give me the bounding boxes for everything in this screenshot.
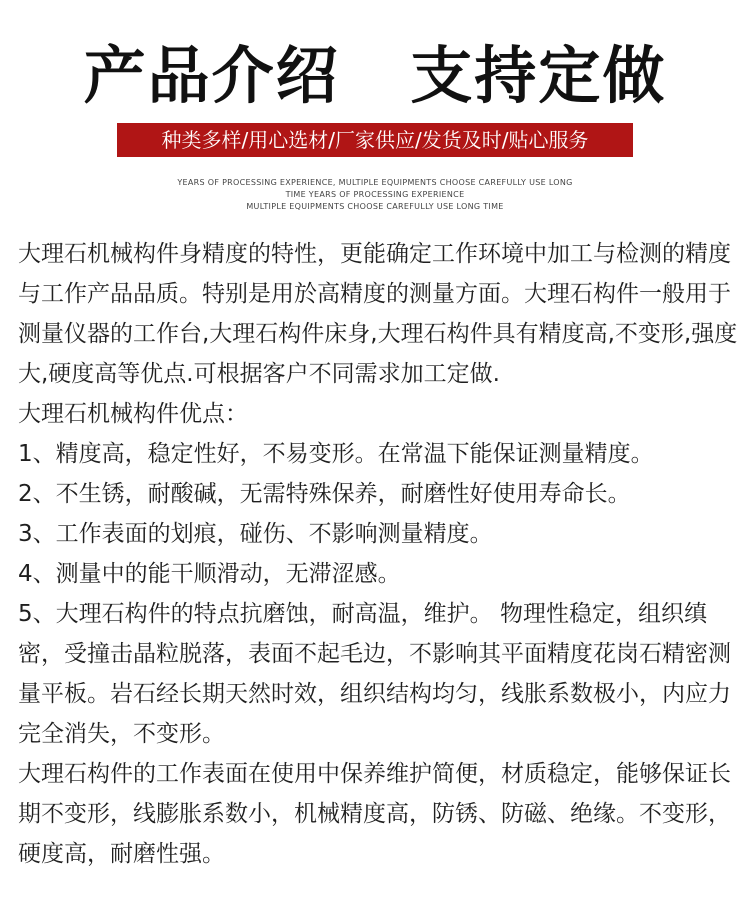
intro-paragraph: 大理石机械构件身精度的特性，更能确定工作环境中加工与检测的精度与工作产品品质。特别是用於高精度的测量方面。大理石构件一般用于测量仪器的工作台,大理石构件床身,大理石构件具有精度高,不变形,强度大,硬度高等优点.可根据客户不同需求加工定做.	[18, 241, 738, 387]
advantage-item: 3、工作表面的划痕，碰伤、不影响测量精度。	[18, 521, 493, 547]
feature-banner: 种类多样/用心选材/厂家供应/发货及时/贴心服务	[117, 123, 633, 157]
advantage-item: 5、大理石构件的特点抗磨蚀，耐高温，维护。 物理性稳定，组织缜密，受撞击晶粒脱落，表面不起毛边，不影响其平面精度花岗石精密测量平板。岩石经长期天然时效，组织结构均匀，线胀系数极小，内应力完全消失，不变形。	[18, 601, 731, 747]
advantage-item: 2、不生锈，耐酸碱，无需特殊保养，耐磨性好使用寿命长。	[18, 481, 631, 507]
advantage-item: 4、测量中的能干顺滑动，无滞涩感。	[18, 561, 401, 587]
tagline-line: MULTIPLE EQUIPMENTS CHOOSE CAREFULLY USE LONG TIME	[246, 202, 504, 211]
advantage-item: 1、精度高，稳定性好，不易变形。在常温下能保证测量精度。	[18, 441, 654, 467]
closing-paragraph: 大理石构件的工作表面在使用中保养维护简便，材质稳定，能够保证长期不变形，线膨胀系数小，机械精度高，防锈、防磁、绝缘。不变形，硬度高，耐磨性强。	[18, 761, 731, 867]
product-description	[18, 234, 746, 874]
advantages-heading: 大理石机械构件优点：	[18, 401, 248, 427]
tagline-line: YEARS OF PROCESSING EXPERIENCE, MULTIPLE EQUIPMENTS CHOOSE CAREFULLY USE LONG	[177, 178, 573, 187]
english-tagline	[0, 177, 750, 213]
tagline-line: TIME YEARS OF PROCESSING EXPERIENCE	[285, 190, 465, 199]
page-title: 产品介绍 支持定做	[83, 39, 667, 112]
